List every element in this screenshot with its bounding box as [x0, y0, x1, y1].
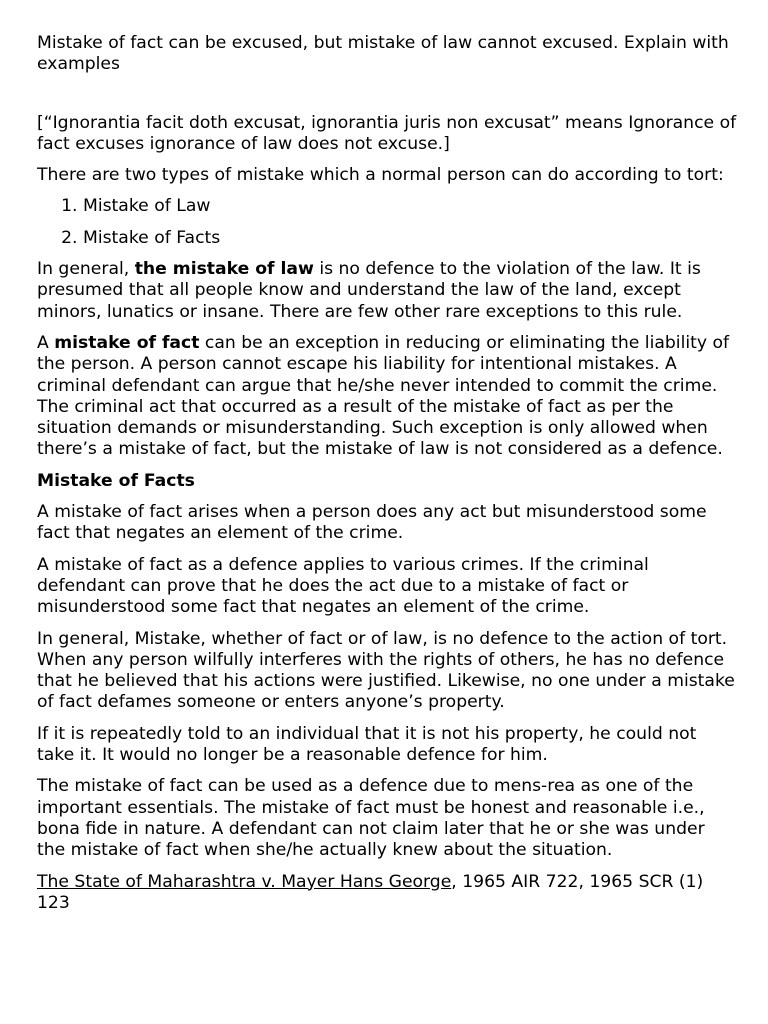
text-span: In general,	[37, 259, 135, 280]
citation-reference: , 1965 AIR 722, 1965 SCR (1) 123	[37, 871, 704, 913]
list-item: 1. Mistake of Law	[83, 196, 738, 217]
body-paragraph: In general, Mistake, whether of fact or of law, is no defence to the action of tort. When any person wilfully interferes with the rights of others, he has no defence that he believed that his actions were justified. Likewise, no one under a mistake of fact defames someone or enters anyone’s property.	[37, 628, 735, 713]
case-citation	[37, 872, 738, 915]
section-heading: Mistake of Facts	[37, 470, 195, 491]
text-span: A	[37, 332, 55, 353]
question-text: Mistake of fact can be excused, but mistake of law cannot excused. Explain with examples	[37, 33, 729, 75]
bold-term-mistake-of-fact: mistake of fact	[54, 332, 200, 353]
list-item: 2. Mistake of Facts	[83, 228, 738, 249]
body-paragraph: The mistake of fact can be used as a defence due to mens-rea as one of the important essentials. The mistake of fact must be honest and reasonable i.e., bona fide in nature. A defendant can not claim later that he or she was under the mistake of fact when she/he actually knew about the situation.	[37, 776, 705, 861]
body-paragraph: A mistake of fact arises when a person does any act but misunderstood some fact that negates an element of the crime.	[37, 502, 707, 544]
case-name-link: The State of Maharashtra v. Mayer Hans George	[37, 871, 452, 892]
legal-maxim: [“Ignorantia facit doth excusat, ignorantia juris non excusat” means Ignorance of fact excuses ignorance of law does not excuse.]	[37, 112, 737, 154]
mistake-types-list	[37, 196, 738, 249]
bold-term-mistake-of-law: the mistake of law	[134, 259, 314, 280]
intro-paragraph: There are two types of mistake which a normal person can do according to tort:	[37, 165, 724, 186]
body-paragraph: A mistake of fact as a defence applies to various crimes. If the criminal defendant can prove that he does the act due to a mistake of fact or misunderstood some fact that negates an element of the crime.	[37, 554, 649, 618]
mistake-of-law-paragraph	[37, 259, 738, 323]
body-paragraph: If it is repeatedly told to an individual that it is not his property, he could not take it. It would no longer be a reasonable defence for him.	[37, 723, 697, 766]
text-span: can be an exception in reducing or eliminating the liability of the person. A person cannot escape his liability for intentional mistakes. A criminal defendant can argue that he/she never intended to commit the crime. The criminal act that occurred as a result of the mistake of fact as per the situation demands or misunderstanding. Such exception is only allowed when there’s a mistake of fact, but the mistake of law is not considered as a defence.	[37, 332, 730, 460]
text-span: is no defence to the violation of the law. It is presumed that all people know and understand the law of the land, except minors, lunatics or insane. There are few other rare exceptions to this rule.	[37, 259, 701, 322]
mistake-of-fact-paragraph	[37, 333, 738, 461]
